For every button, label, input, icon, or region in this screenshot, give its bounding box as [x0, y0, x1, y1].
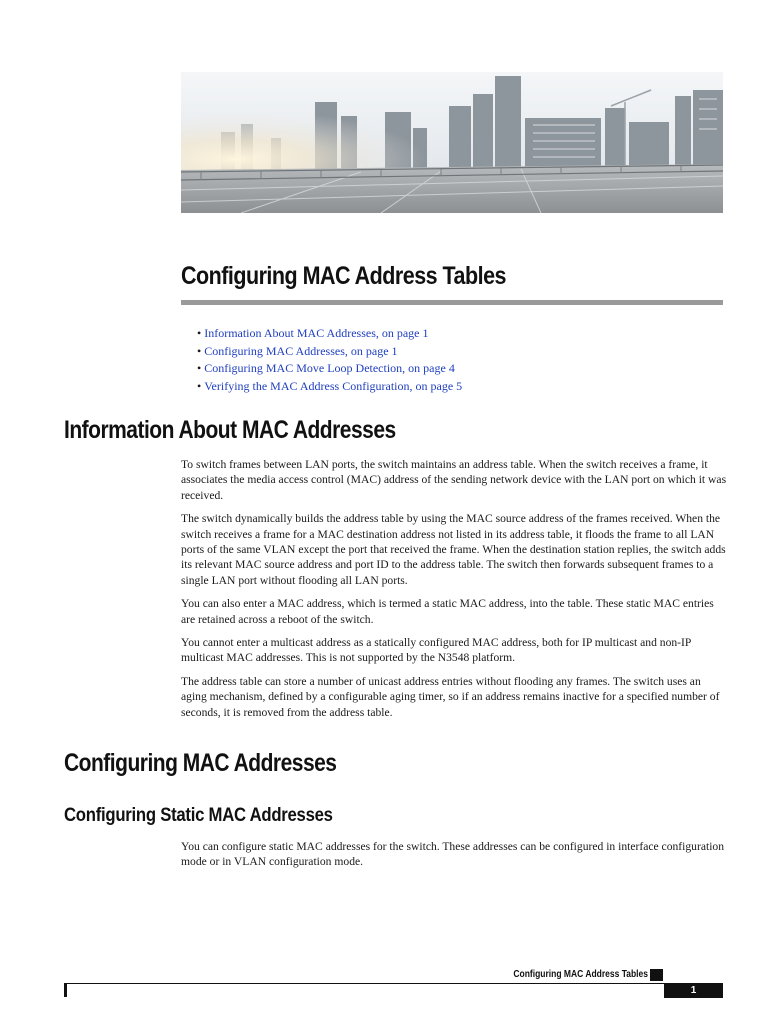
paragraph: You cannot enter a multicast address as a statically configured MAC address, both for IP multicast and non-IP multicast MAC addresses. This is not supported by the N3548 platform. [181, 636, 691, 665]
page-number: 1 [664, 983, 723, 998]
chapter-toc [197, 325, 462, 395]
footer-marker [650, 969, 663, 981]
paragraph: You can configure static MAC addresses for the switch. These addresses can be configured in interface configuration mode or in VLAN configuration mode. [181, 840, 725, 869]
toc-link-verifying-mac[interactable]: Verifying the MAC Address Configuration, on page 5 [204, 378, 463, 393]
toc-item: • Information About MAC Addresses, on page 1 [197, 326, 429, 340]
toc-item: • Verifying the MAC Address Configuration, on page 5 [197, 378, 463, 393]
subsection-heading-static: Configuring Static MAC Addresses [64, 805, 333, 826]
section-heading-information: Information About MAC Addresses [64, 416, 396, 444]
paragraph: The switch dynamically builds the address table by using the MAC source address of the frames received. When the switch receives a frame for a MAC destination address not listed in its address table, it floods the frame to all LAN ports of the same VLAN except the port that received the frame. When the destination station replies, the switch adds its relevant MAC source address and port ID to the address table. The switch then forwards subsequent frames to a single LAN port without flooding all LAN ports. [181, 512, 726, 587]
footer-rule [64, 983, 664, 984]
toc-link-configuring-mac[interactable]: Configuring MAC Addresses, on page 1 [204, 343, 398, 358]
footer-chapter-title: Configuring MAC Address Tables [513, 969, 648, 980]
header-banner-image [181, 72, 723, 213]
section-heading-configuring: Configuring MAC Addresses [64, 749, 337, 777]
toc-item: • Configuring MAC Move Loop Detection, on page 4 [197, 361, 455, 375]
toc-link-information-about-mac[interactable]: Information About MAC Addresses, on page 1 [204, 326, 429, 340]
paragraph: The address table can store a number of unicast address entries without flooding any frames. The switch uses an aging mechanism, defined by a configurable aging timer, so if an address remains inactive for a specified number of seconds, it is removed from the address table. [181, 674, 720, 719]
paragraph: You can also enter a MAC address, which is termed a static MAC address, into the table. These static MAC entries are retained across a reboot of the switch. [181, 597, 714, 626]
chapter-title-rule [181, 300, 723, 305]
section-body-information [181, 457, 727, 728]
toc-link-mac-move-loop[interactable]: Configuring MAC Move Loop Detection, on page 4 [204, 361, 455, 375]
chapter-title: Configuring MAC Address Tables [181, 262, 506, 290]
toc-item: • Configuring MAC Addresses, on page 1 [197, 343, 398, 358]
footer-tick [64, 983, 67, 997]
section-body-static [181, 839, 727, 878]
paragraph: To switch frames between LAN ports, the switch maintains an address table. When the switch receives a frame, it associates the media access control (MAC) address of the sending network device with the LAN port on which it was received. [181, 458, 727, 502]
